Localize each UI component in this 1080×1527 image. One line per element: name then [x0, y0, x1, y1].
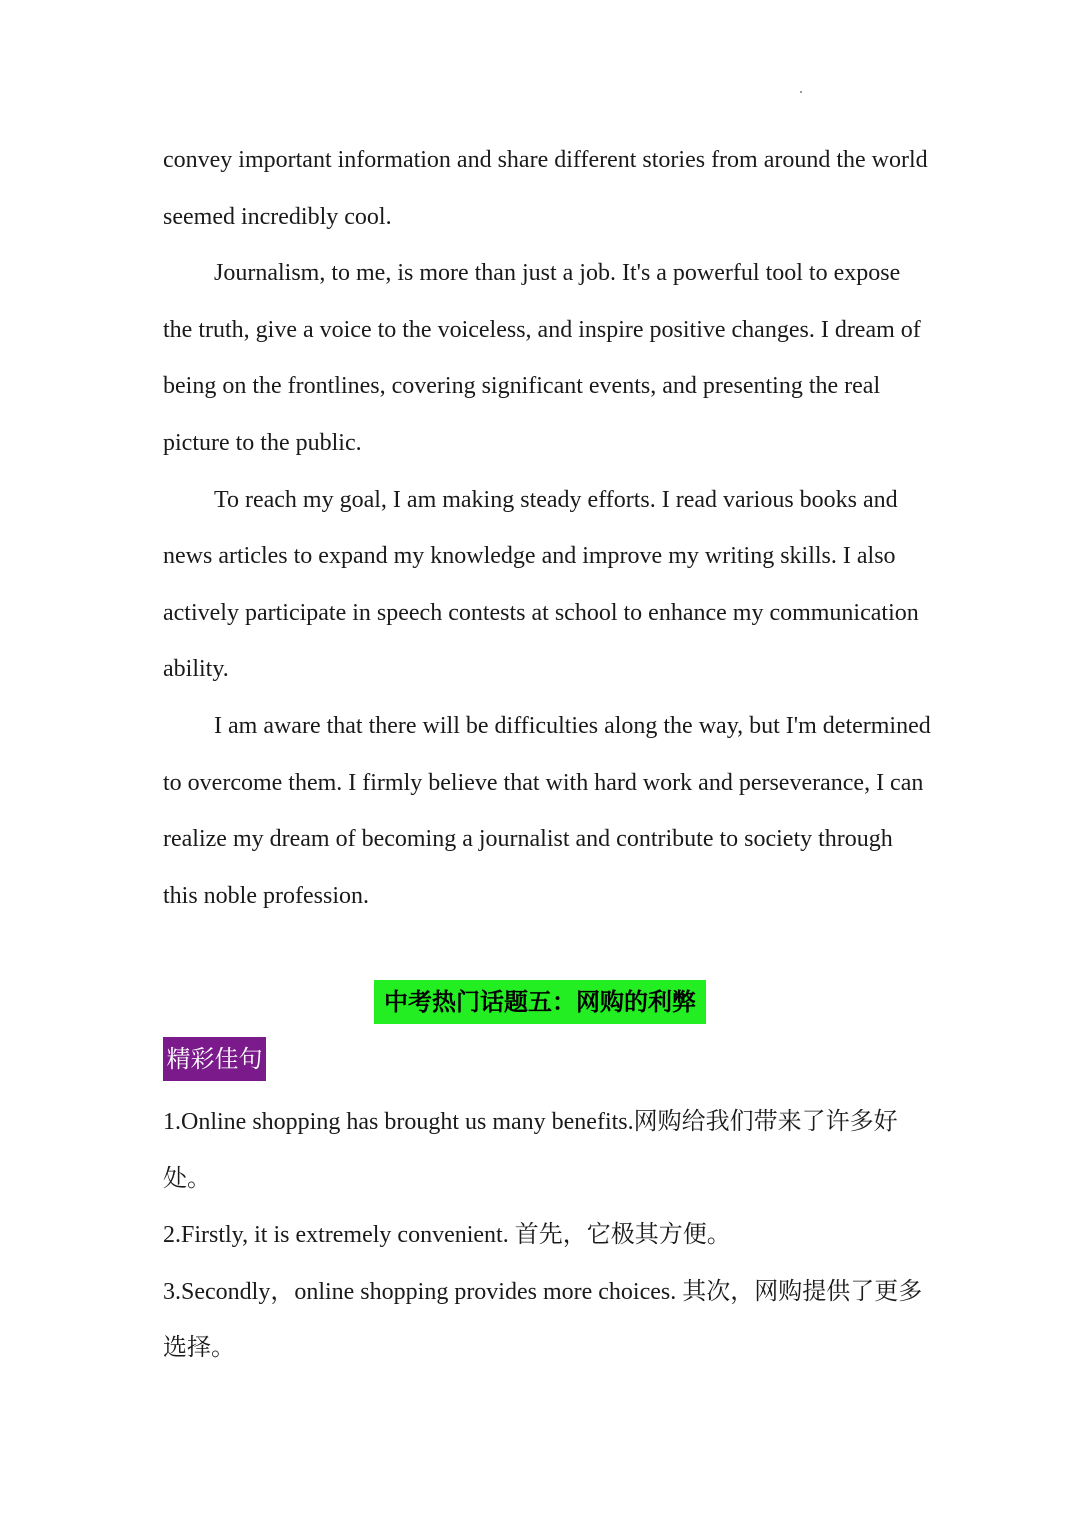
essay-paragraph-3: To reach my goal, I am making steady efforts. I read various books and news articles to expand my knowledge and improve my writing skills. I also actively participate in speech contests at school to enhance my communication ability.: [163, 486, 919, 683]
essay-paragraph-4: I am aware that there will be difficulties along the way, but I'm determined to overcome them. I firmly believe that with hard work and perseverance, I can realize my dream of becoming a journalist and contribute to society through this noble profession.: [163, 712, 931, 909]
topic-heading: 中考热门话题五：网购的利弊: [374, 980, 706, 1024]
sentence-list: [163, 1094, 933, 1377]
scan-dot: [800, 91, 802, 93]
sentence-item-2: 2.Firstly, it is extremely convenient. 首先，它极其方便。: [163, 1222, 731, 1249]
sentence-item-1: 1.Online shopping has brought us many benefits.网购给我们带来了许多好处。: [163, 1109, 898, 1192]
essay-paragraph-1: convey important information and share different stories from around the world seemed incredibly cool.: [163, 147, 928, 230]
essay-paragraph-2: Journalism, to me, is more than just a job. It's a powerful tool to expose the truth, give a voice to the voiceless, and inspire positive changes. I dream of being on the frontlines, covering significant events, and presenting the real picture to the public.: [163, 260, 921, 456]
essay-body: [163, 132, 933, 924]
sentence-item-3: 3.Secondly，online shopping provides more choices. 其次，网购提供了更多选择。: [163, 1278, 923, 1362]
section-tag: 精彩佳句: [163, 1037, 266, 1081]
